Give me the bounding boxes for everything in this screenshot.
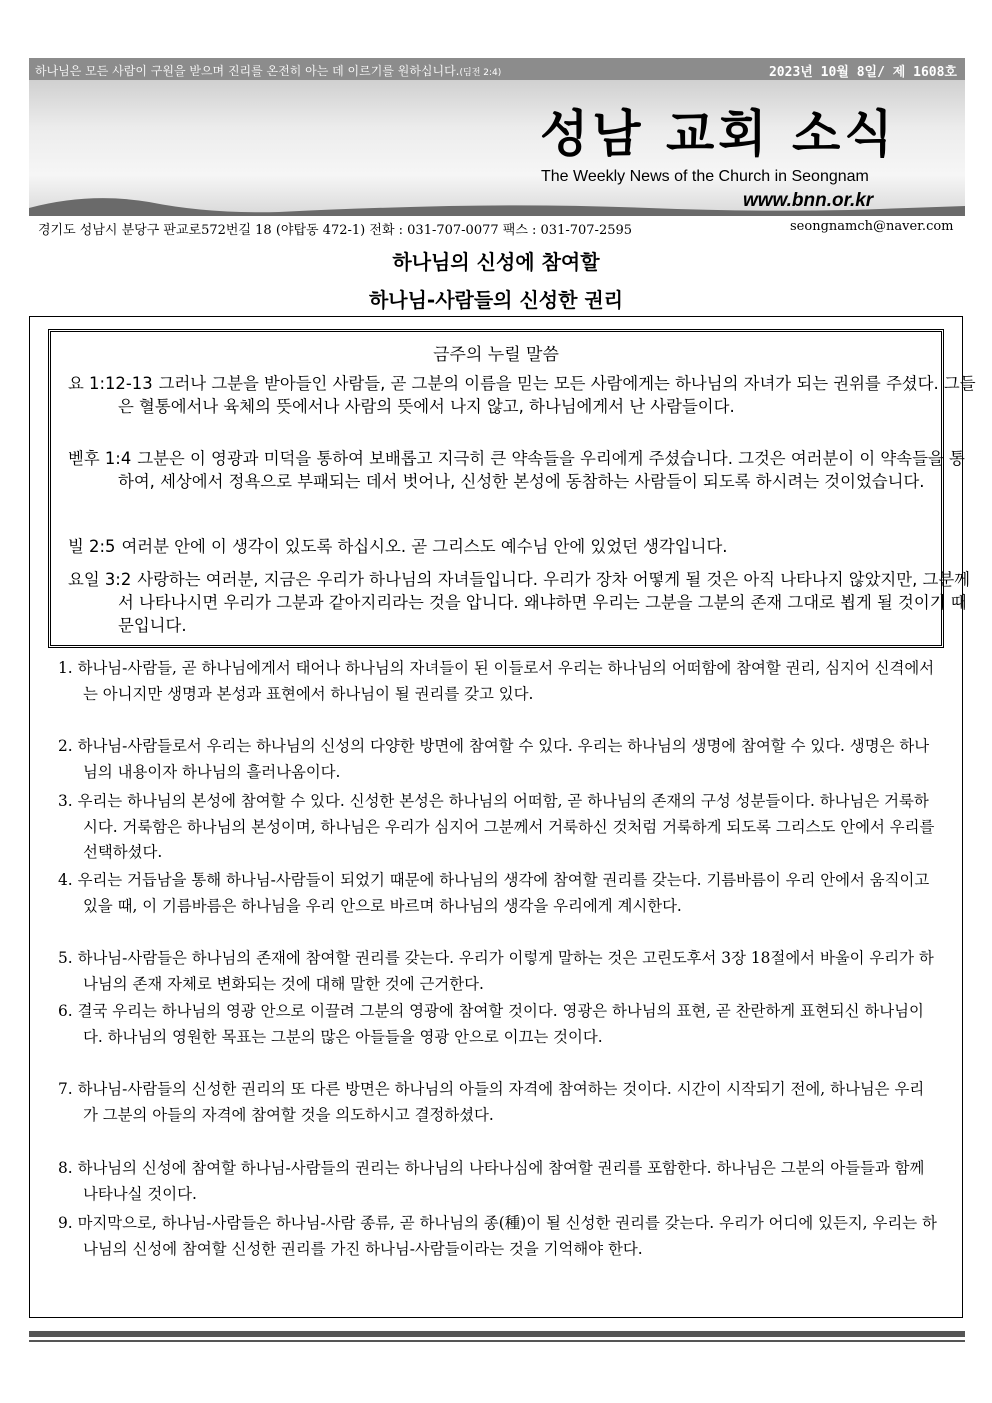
point-item: 2. 하나님-사람들로서 우리는 하나님의 신성의 다양한 방면에 참여할 수 있다. 우리는 하나님의 생명에 참여할 수 있다. 생명은 하나님의 내용이자 하나님의 흘러나옴이다. — [58, 737, 930, 781]
point-item: 6. 결국 우리는 하나님의 영광 안으로 이끌려 그분의 영광에 참여할 것이다. 영광은 하나님의 표현, 곧 찬란하게 표현되신 하나님이다. 하나님의 영원한 목표는 그분의 많은 아들들을 영광 안으로 이끄는 것이다. — [58, 1002, 924, 1046]
issue-date: 2023년 10월 8일/ 제 1608호 — [768, 65, 957, 80]
point-item: 5. 하나님-사람들은 하나님의 존재에 참여할 권리를 갖는다. 우리가 이렇게 말하는 것은 고린도후서 3장 18절에서 바울이 우리가 하나님의 존재 자체로 변화되는 것에 대해 말한 것에 근거한다. — [58, 949, 934, 993]
newsletter-subtitle: The Weekly News of the Church in Seongnam — [541, 168, 869, 185]
motto: 하나님은 모든 사람이 구원을 받으며 진리를 온전히 아는 데 이르기를 원하십니다.(딤전 2:4) — [35, 64, 502, 78]
verse-item: 빌 2:5 여러분 안에 이 생각이 있도록 하십시오. 곧 그리스도 예수님 안에 있었던 생각입니다. — [68, 537, 728, 556]
website-url[interactable]: www.bnn.or.kr — [743, 190, 874, 211]
newsletter-title: 성남 교회 소식 — [540, 105, 897, 163]
address-text: 경기도 성남시 분당구 판교로572번길 18 (야탑동 472-1) 전화 : 031-707-0077 팩스 : 031-707-2595 — [38, 223, 633, 238]
point-item: 3. 우리는 하나님의 본성에 참여할 수 있다. 신성한 본성은 하나님의 어떠함, 곧 하나님의 존재의 구성 성분들이다. 하나님은 거룩하시다. 거룩함은 하나님의 본성이며, 하나님은 우리가 심지어 그분께서 거룩하신 것처럼 거룩하게 되도록 그리스도 안에서 우리를 선택하셨다. — [58, 792, 935, 861]
article-title-line2: 하나님-사람들의 신성한 권리 — [368, 288, 624, 312]
footer-rule — [29, 1331, 965, 1337]
email-link[interactable]: seongnamch@naver.com — [790, 219, 954, 234]
article-title-line1: 하나님의 신성에 참여할 — [392, 250, 600, 274]
verse-box-title: 금주의 누릴 말씀 — [433, 345, 559, 365]
motto-bar — [29, 58, 965, 80]
point-item: 9. 마지막으로, 하나님-사람들은 하나님-사람 종류, 곧 하나님의 종(種)이 될 신성한 권리를 갖는다. 우리가 어디에 있든지, 우리는 하나님의 신성에 참여할 신성한 권리를 가진 하나님-사람들이라는 것을 기억해야 한다. — [58, 1214, 937, 1258]
verse-item: 요 1:12-13 그러나 그분을 받아들인 사람들, 곧 그분의 이름을 믿는 모든 사람에게는 하나님의 자녀가 되는 권위를 주셨다. 그들은 혈통에서나 육체의 뜻에서나 사람의 뜻에서 나지 않고, 하나님에게서 난 사람들이다. — [68, 374, 976, 416]
point-item: 4. 우리는 거듭남을 통해 하나님-사람들이 되었기 때문에 하나님의 생각에 참여할 권리를 갖는다. 기름바름이 우리 안에서 움직이고 있을 때, 이 기름바름은 하나님을 우리 안으로 바르며 하나님의 생각을 우리에게 계시한다. — [58, 871, 930, 915]
verse-item: 벧후 1:4 그분은 이 영광과 미덕을 통하여 보배롭고 지극히 큰 약속들을 우리에게 주셨습니다. 그것은 여러분이 이 약속들을 통하여, 세상에서 정욕으로 부패되는 데서 벗어나, 신성한 본성에 동참하는 사람들이 되도록 하시려는 것이었습니다. — [68, 449, 965, 491]
verse-box — [48, 329, 976, 648]
point-item: 1. 하나님-사람들, 곧 하나님에게서 태어나 하나님의 자녀들이 된 이들로서 우리는 하나님의 어떠함에 참여할 권리, 심지어 신격에서는 아니지만 생명과 본성과 표현에서 하나님이 될 권리를 갖고 있다. — [58, 659, 935, 703]
point-item: 8. 하나님의 신성에 참여할 하나님-사람들의 권리는 하나님의 나타나심에 참여할 권리를 포함한다. 하나님은 그분의 아들들과 함께 나타나실 것이다. — [58, 1159, 925, 1203]
footer-rule-thin — [29, 1340, 965, 1342]
contact-line — [38, 219, 954, 238]
verse-item: 요일 3:2 사랑하는 여러분, 지금은 우리가 하나님의 자녀들입니다. 우리가 장차 어떻게 될 것은 아직 나타나지 않았지만, 그분께서 나타나시면 우리가 그분과 같아지리라는 것을 압니다. 왜냐하면 우리는 그분을 그분의 존재 그대로 뵙게 될 것이기 때문입니다. — [68, 570, 971, 635]
masthead — [29, 58, 965, 216]
point-item: 7. 하나님-사람들의 신성한 권리의 또 다른 방면은 하나님의 아들의 자격에 참여하는 것이다. 시간이 시작되기 전에, 하나님은 우리가 그분의 아들의 자격에 참여할 것을 의도하시고 결정하셨다. — [58, 1080, 925, 1124]
